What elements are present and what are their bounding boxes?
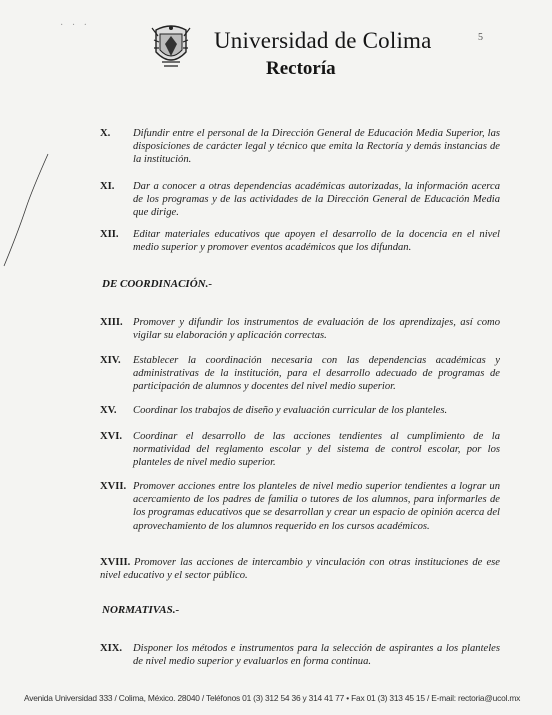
list-item (100, 556, 500, 584)
item-numeral: XII. (100, 229, 119, 240)
list-item (100, 642, 500, 670)
item-text: Disponer los métodos e instrumentos para la selección de aspirantes a los planteles de nivel medio superior y evaluarlos en forma continua. (133, 643, 500, 668)
section-heading-coordinacion: DE COORDINACIÓN.- (102, 278, 213, 290)
list-item (100, 354, 500, 394)
margin-pen-mark (0, 150, 90, 270)
list-item (100, 480, 500, 546)
list-item (100, 228, 500, 256)
institution-name: Universidad de Colima (214, 28, 432, 53)
item-numeral: XV. (100, 405, 117, 416)
item-numeral: XVIII. (100, 557, 131, 568)
item-text: Dar a conocer a otras dependencias académicas autorizadas, la información acerca de los programas y de las actividades de la Dirección General de Educación Media que dirige. (133, 181, 500, 219)
university-crest-logo (150, 22, 192, 72)
item-text: Coordinar los trabajos de diseño y evaluación curricular de los planteles. (133, 405, 448, 416)
section-heading-normativas: NORMATIVAS.- (102, 604, 180, 616)
page-number: 5 (478, 32, 483, 43)
item-numeral: XVII. (100, 481, 127, 492)
list-item (100, 127, 500, 167)
item-numeral: XIII. (100, 317, 123, 328)
list-item (100, 430, 500, 470)
item-text: Establecer la coordinación necesaria con las dependencias académicas y administrativas de la institución, para el desarrollo adecuado de programas de participación de alumnos y docentes del nivel medio superior. (133, 355, 500, 393)
item-text: Difundir entre el personal de la Dirección General de Educación Media Superior, las disposiciones de carácter legal y técnico que emita la Rectoría y demás instancias de la institución. (133, 128, 500, 166)
footer-contact-info: Avenida Universidad 333 / Colima, México. 28040 / Teléfonos 01 (3) 312 54 36 y 314 41 77 • Fax 01 (3) 313 45 15 / E-mail: rectoria@ucol.mx (24, 693, 521, 703)
item-numeral: XIX. (100, 643, 123, 654)
item-text: Promover acciones entre los planteles de nivel medio superior tendientes a lograr un acercamiento de los padres de familia o tutores de los alumnos, para informarles de los programas educativos que se desarrollan y crear un espacio de opinión acerca del aprovechamiento de los alumnos requerido en los cursos académicos. (133, 481, 500, 532)
item-numeral: X. (100, 128, 111, 139)
stray-marks: · · · (60, 20, 90, 31)
list-item (100, 180, 500, 220)
list-item (100, 316, 500, 344)
item-numeral: XVI. (100, 431, 123, 442)
item-numeral: XI. (100, 181, 115, 192)
item-text: Coordinar el desarrollo de las acciones tendientes al cumplimiento de la normatividad del reglamento escolar y del sistema de control escolar, por los planteles de nivel medio superior. (133, 431, 500, 469)
list-item (100, 404, 500, 418)
item-text: Promover y difundir los instrumentos de evaluación de los aprendizajes, así como vigilar su elaboración y aplicación correctas. (133, 317, 500, 342)
office-name: Rectoría (266, 58, 336, 79)
item-numeral: XIV. (100, 355, 121, 366)
item-text: Editar materiales educativos que apoyen el desarrollo de la docencia en el nivel medio superior y promover eventos académicos que los difundan. (133, 229, 500, 254)
item-text: Promover las acciones de intercambio y vinculación con otras instituciones de ese nivel educativo y el sector público. (100, 557, 500, 582)
